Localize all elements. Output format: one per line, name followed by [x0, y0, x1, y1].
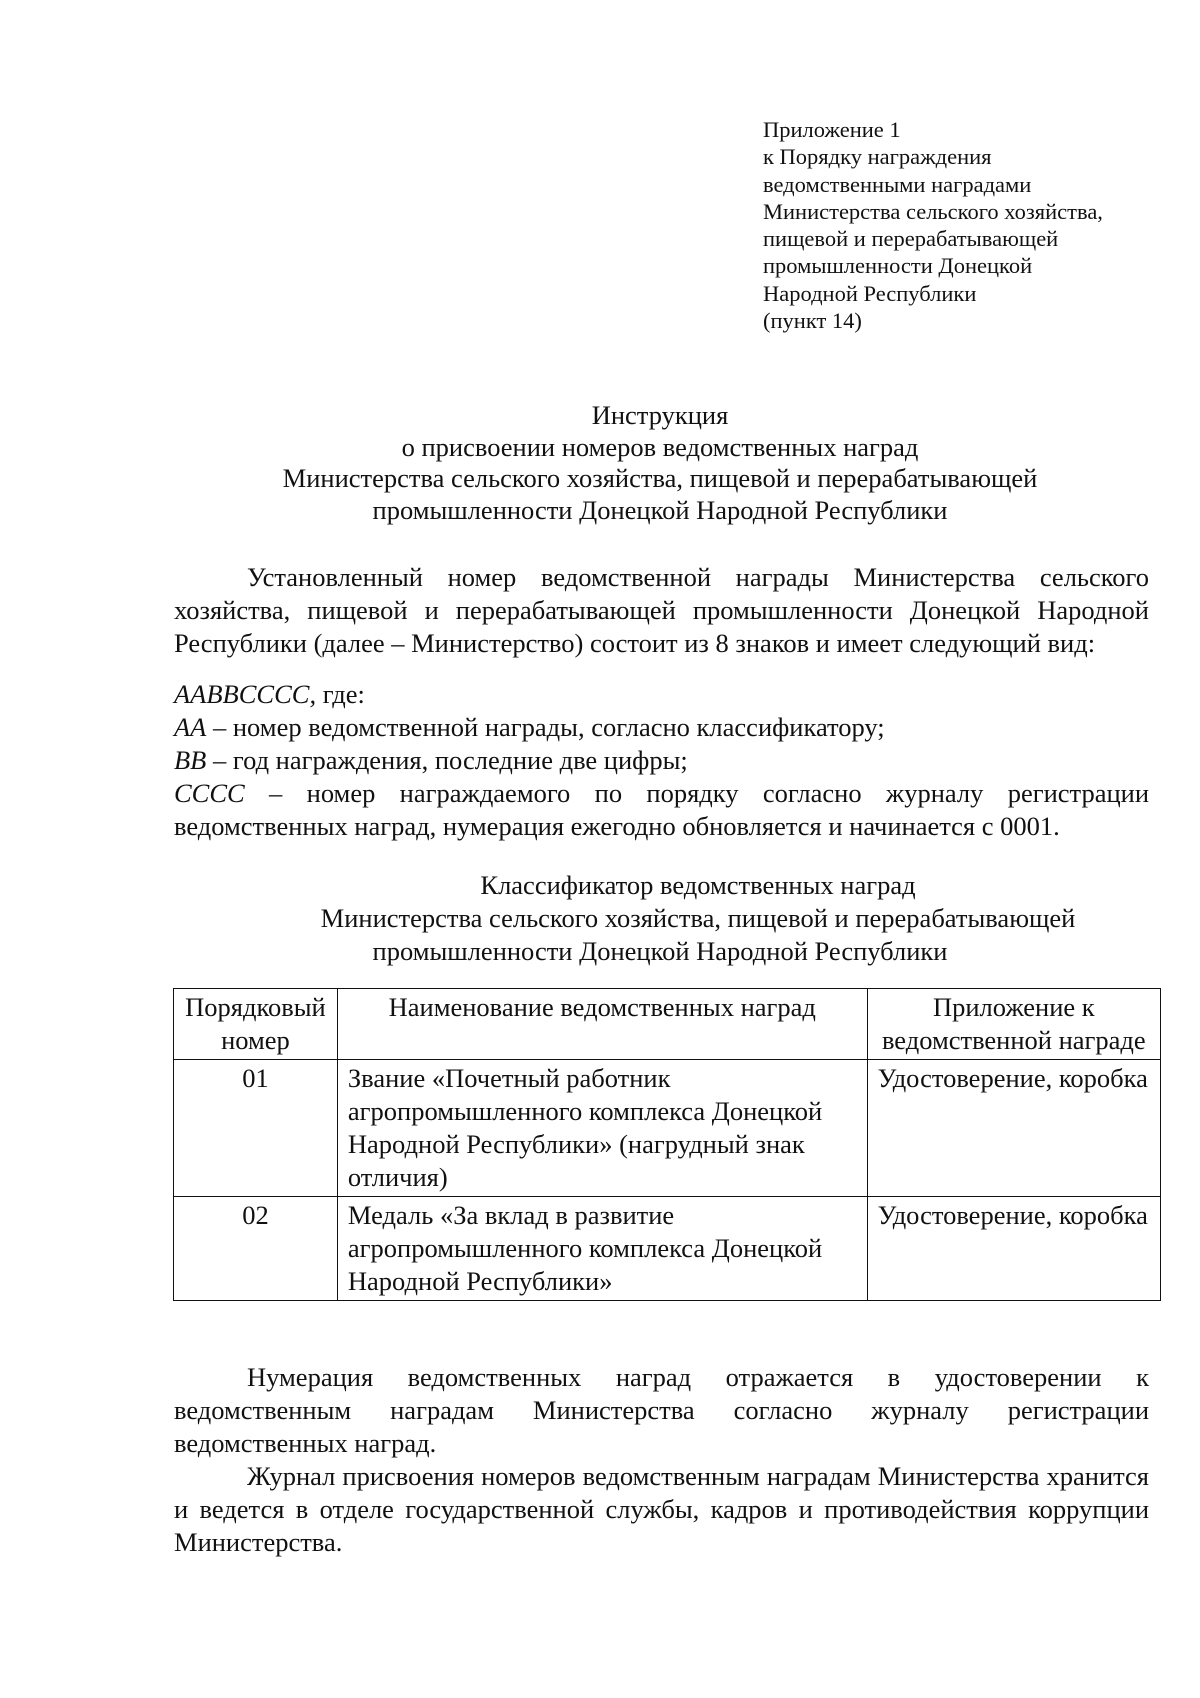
- classifier-title-line: промышленности Донецкой Народной Республики: [372, 936, 948, 966]
- title-line: Инструкция: [591, 400, 729, 430]
- definition-bb: [174, 744, 1149, 777]
- definition-aa: [174, 711, 1149, 744]
- annex-line: ведомственными наградами: [763, 171, 1032, 197]
- cell-order-number: 02: [174, 1197, 338, 1301]
- definition-term: CCCC: [174, 778, 245, 808]
- annex-line: Народной Республики: [763, 280, 977, 306]
- classifier-title-line: Классификатор ведомственных наград: [480, 870, 916, 900]
- definition-text: – номер награждаемого по порядку согласно журналу регистрации ведомственных наград, нумерация ежегодно обновляется и начинается с 0001.: [174, 778, 1149, 841]
- annex-line: Министерства сельского хозяйства,: [763, 198, 1103, 224]
- cell-order-number: 01: [174, 1060, 338, 1197]
- definition-term: BB: [174, 745, 207, 775]
- title-line: о присвоении номеров ведомственных наград: [401, 431, 919, 462]
- journal-paragraph: Журнал присвоения номеров ведомственным наградам Министерства хранится и ведется в отделе государственной службы, кадров и противодействия коррупции Министерства.: [174, 1461, 1149, 1557]
- number-format-definitions: [174, 678, 1149, 843]
- header-attachment: Приложение к ведомственной награде: [867, 989, 1160, 1060]
- annex-line: промышленности Донецкой: [763, 253, 1033, 279]
- annex-line: к Порядку награждения: [763, 144, 992, 170]
- cell-attachment: Удостоверение, коробка: [867, 1197, 1160, 1301]
- closing-paragraphs: [174, 1361, 1149, 1559]
- format-code: AABBCCCC,: [174, 679, 317, 709]
- cell-award-name: Медаль «За вклад в развитие агропромышленного комплекса Донецкой Народной Республики»: [337, 1197, 867, 1301]
- table-row: [174, 1197, 1161, 1301]
- cell-award-name: Звание «Почетный работник агропромышленного комплекса Донецкой Народной Республики» (нагрудный знак отличия): [337, 1060, 867, 1197]
- cell-attachment: Удостоверение, коробка: [867, 1060, 1160, 1197]
- annex-line: Приложение 1: [763, 117, 901, 142]
- definition-text: – номер ведомственной награды, согласно классификатору;: [206, 712, 885, 742]
- annex-line: (пункт 14): [763, 308, 862, 334]
- title-line: промышленности Донецкой Народной Республики: [372, 494, 948, 525]
- classifier-title-line: Министерства сельского хозяйства, пищевой и перерабатывающей: [320, 903, 1076, 933]
- header-order-number: Порядковый номер: [174, 989, 338, 1060]
- annex-line: пищевой и перерабатывающей: [763, 226, 1059, 252]
- intro-paragraph: Установленный номер ведомственной награды Министерства сельского хозяйства, пищевой и перерабатывающей промышленности Донецкой Народной Республики (далее – Министерство) состоит из 8 знаков и имеет следующий вид:: [174, 562, 1149, 658]
- definition-text: – год награждения, последние две цифры;: [206, 745, 688, 775]
- annex-header: [763, 116, 1163, 334]
- table-header-row: [174, 989, 1161, 1060]
- classifier-title: [0, 869, 1200, 968]
- title-line: Министерства сельского хозяйства, пищевой и перерабатывающей: [282, 463, 1038, 493]
- definition-cccc: [174, 777, 1149, 843]
- header-award-name: Наименование ведомственных наград: [337, 989, 867, 1060]
- classifier-table: [173, 988, 1161, 1301]
- definition-term: AA: [174, 712, 207, 742]
- document-title: [0, 400, 1200, 526]
- format-code-suffix: где:: [316, 679, 365, 709]
- intro-paragraph-block: [174, 561, 1149, 660]
- table-row: [174, 1060, 1161, 1197]
- format-code-line: [174, 678, 1149, 711]
- numbering-paragraph: Нумерация ведомственных наград отражается в удостоверении к ведомственным наградам Министерства согласно журналу регистрации ведомственных наград.: [174, 1362, 1149, 1458]
